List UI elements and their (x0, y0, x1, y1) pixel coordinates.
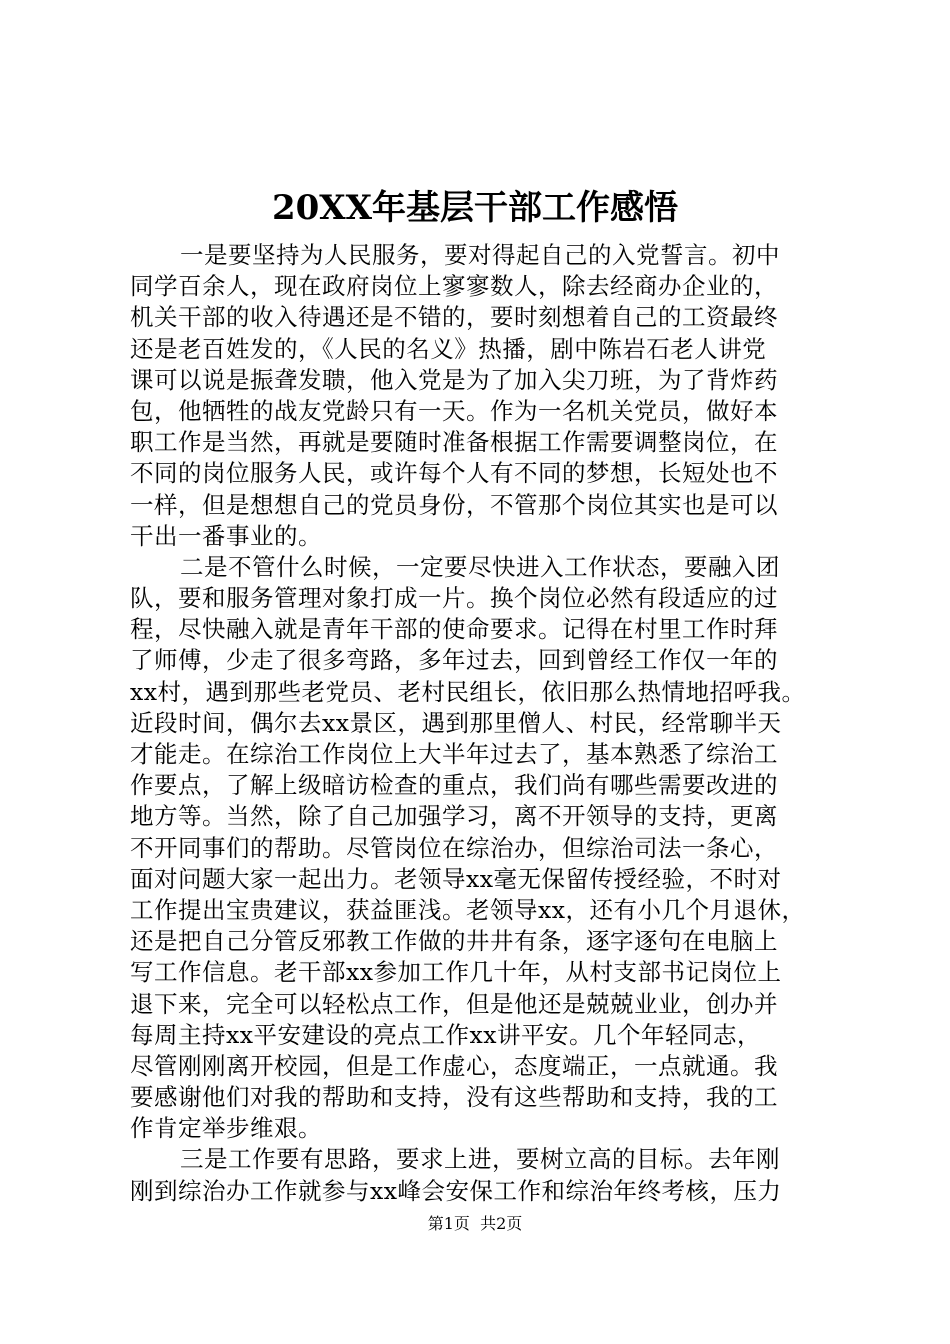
text-line: 课可以说是振聋发聩，他入党是为了加入尖刀班，为了背炸药 (130, 365, 778, 394)
document-title: 20XX年基层干部工作感悟 (271, 188, 679, 228)
text-line: 程，尽快融入就是青年干部的使命要求。记得在村里工作时拜 (130, 615, 778, 644)
text-line: 三是工作要有思路，要求上进，要树立高的目标。去年刚 (180, 1145, 780, 1174)
text-line: 作要点，了解上级暗访检查的重点，我们尚有哪些需要改进的 (130, 771, 778, 800)
page-total: 共2页 (480, 1214, 523, 1233)
text-line: 写工作信息。老干部xx参加工作几十年，从村支部书记岗位上 (130, 958, 782, 987)
text-line: 尽管刚刚离开校园，但是工作虚心，态度端正，一点就通。我 (130, 1051, 778, 1080)
text-line: 近段时间，偶尔去xx景区，遇到那里僧人、村民，经常聊半天 (130, 708, 782, 737)
text-line: 工作提出宝贵建议，获益匪浅。老领导xx，还有小几个月退休， (130, 895, 806, 924)
text-line: 职工作是当然，再就是要随时准备根据工作需要调整岗位，在 (130, 428, 778, 457)
text-line: 要感谢他们对我的帮助和支持，没有这些帮助和支持，我的工 (130, 1083, 778, 1112)
text-line: xx村，遇到那些老党员、老村民组长，依旧那么热情地招呼我。 (130, 677, 806, 706)
text-line: 了师傅，少走了很多弯路，多年过去，回到曾经工作仅一年的 (130, 646, 778, 675)
text-line: 包，他牺牲的战友党龄只有一天。作为一名机关党员，做好本 (130, 396, 778, 425)
page-footer (0, 1214, 950, 1234)
document-body (130, 240, 850, 1207)
text-line: 每周主持xx平安建设的亮点工作xx讲平安。几个年轻同志， (130, 1020, 762, 1049)
text-line: 不开同事们的帮助。尽管岗位在综治办，但综治司法一条心， (130, 833, 778, 862)
text-line: 还是把自己分管反邪教工作做的井井有条，逐字逐句在电脑上 (130, 927, 778, 956)
text-line: 面对问题大家一起出力。老领导xx毫无保留传授经验，不时对 (130, 864, 782, 893)
text-line: 同学百余人，现在政府岗位上寥寥数人，除去经商办企业的， (130, 272, 778, 301)
text-line: 退下来，完全可以轻松点工作，但是他还是兢兢业业，创办并 (130, 989, 778, 1018)
text-line: 机关干部的收入待遇还是不错的，要时刻想着自己的工资最终 (130, 303, 778, 332)
text-line: 二是不管什么时候，一定要尽快进入工作状态，要融入团 (180, 552, 780, 581)
text-line: 队，要和服务管理对象打成一片。换个岗位必然有段适应的过 (130, 584, 778, 613)
text-line: 一样，但是想想自己的党员身份，不管那个岗位其实也是可以 (130, 490, 778, 519)
text-line: 一是要坚持为人民服务，要对得起自己的入党誓言。初中 (180, 241, 780, 269)
text-line: 不同的岗位服务人民，或许每个人有不同的梦想，长短处也不 (130, 459, 778, 488)
text-line: 地方等。当然，除了自己加强学习，离不开领导的支持，更离 (130, 802, 778, 831)
text-line: 作肯定举步维艰。 (130, 1114, 322, 1143)
page-number: 第1页 (427, 1214, 470, 1233)
text-line: 才能走。在综治工作岗位上大半年过去了，基本熟悉了综治工 (130, 740, 778, 768)
text-line: 刚到综治办工作就参与xx峰会安保工作和综治年终考核，压力 (130, 1176, 782, 1205)
text-line: 还是老百姓发的，《人民的名义》热播，剧中陈岩石老人讲党 (130, 334, 767, 363)
text-line: 干出一番事业的。 (130, 521, 322, 550)
